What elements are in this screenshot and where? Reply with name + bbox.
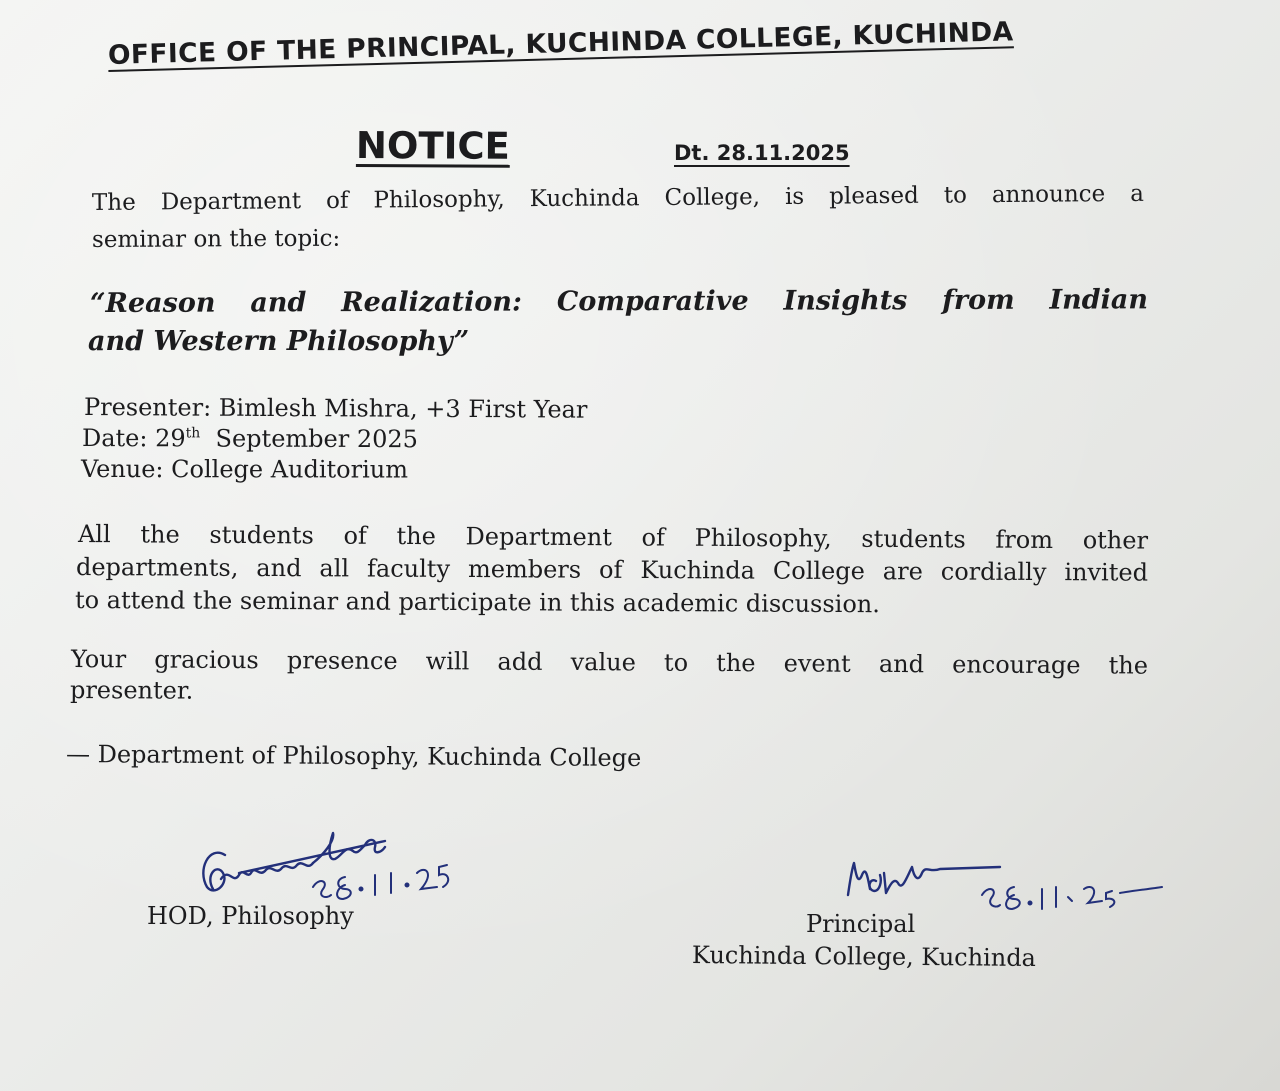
office-heading: OFFICE OF THE PRINCIPAL, KUCHINDA COLLEGE, KUCHINDA: [107, 16, 1014, 71]
date-line: [82, 424, 418, 453]
department-signoff: — Department of Philosophy, Kuchinda College: [65, 740, 642, 773]
principal-institution: Kuchinda College, Kuchinda: [691, 941, 1037, 973]
principal-title: Principal: [806, 910, 916, 938]
seminar-topic-line-2: and Western Philosophy”: [88, 326, 470, 357]
invitation-line-1: All the students of the Department of Philosophy, students from other: [77, 520, 1149, 555]
venue-line: Venue: College Auditorium: [80, 455, 409, 484]
date-prefix: Date: 29: [81, 424, 186, 453]
intro-line-1: The Department of Philosophy, Kuchinda College, is pleased to announce a: [91, 180, 1145, 216]
notice-title: NOTICE: [355, 124, 510, 168]
invitation-line-3: to attend the seminar and participate in this academic discussion.: [74, 586, 880, 619]
date-month-year: September 2025: [200, 424, 418, 454]
intro-line-2: seminar on the topic:: [91, 225, 341, 253]
closing-line-2: presenter.: [69, 676, 194, 705]
closing-line-1: Your gracious presence will add value to the event and encourage the: [70, 645, 1149, 680]
seminar-topic-line-1: “Reason and Realization: Comparative Insights from Indian: [89, 284, 1149, 319]
date-ordinal: th: [185, 425, 201, 442]
hod-title: HOD, Philosophy: [147, 902, 354, 930]
hod-signature: [195, 815, 455, 905]
notice-date: Dt. 28.11.2025: [674, 141, 850, 165]
presenter-line: Presenter: Bimlesh Mishra, +3 First Year: [83, 393, 588, 424]
invitation-line-2: departments, and all faculty members of Kuchinda College are cordially invited: [75, 553, 1149, 587]
